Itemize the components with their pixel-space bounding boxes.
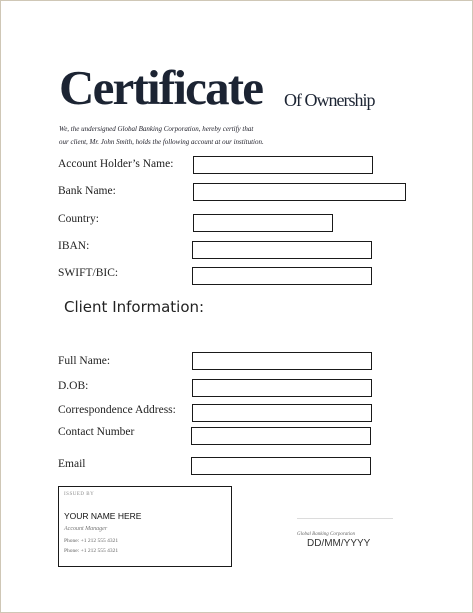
full-name-label: Full Name: [58, 355, 111, 367]
certificate-title: Certificate [59, 60, 263, 115]
bank-name-label: Bank Name: [58, 185, 116, 197]
intro-line-2: our client, Mr. John Smith, holds the following account at our institution. [59, 137, 264, 146]
issuer-role: Account Manager [64, 526, 108, 532]
client-info-heading: Client Information: [64, 298, 205, 316]
full-name-field[interactable] [192, 352, 372, 370]
intro-line-1: We, the undersigned Global Banking Corporation, hereby certify that [59, 125, 254, 133]
issuer-phone-1: Phone: +1 212 555 4321 [64, 538, 119, 544]
issuer-phone-2: Phone: +1 212 555 4321 [64, 548, 119, 554]
dob-label: D.OB: [58, 380, 89, 392]
email-label: Email [58, 458, 86, 470]
address-field[interactable] [192, 404, 372, 422]
intro-text [59, 123, 264, 148]
swift-label: SWIFT/BIC: [58, 267, 119, 279]
signature-org: Global Banking Corporation [297, 532, 356, 537]
bank-name-field[interactable] [193, 183, 406, 201]
country-field[interactable] [193, 214, 333, 232]
iban-field[interactable] [192, 241, 372, 259]
account-holder-field[interactable] [193, 156, 373, 174]
dob-field[interactable] [192, 379, 372, 397]
country-label: Country: [58, 213, 99, 225]
signature-date: DD/MM/YYYY [307, 539, 371, 547]
issued-by-label: ISSUED BY [64, 492, 95, 497]
issuer-name: YOUR NAME HERE [64, 511, 142, 521]
contact-number-field[interactable] [191, 427, 371, 445]
contact-number-label: Contact Number [58, 426, 135, 438]
address-label: Correspondence Address: [58, 404, 176, 416]
issuer-card [58, 486, 232, 567]
email-field[interactable] [191, 457, 371, 475]
certificate-subtitle: Of Ownership [284, 90, 375, 110]
account-holder-label: Account Holder’s Name: [58, 158, 174, 170]
signature-line [297, 518, 393, 519]
swift-field[interactable] [192, 267, 372, 285]
iban-label: IBAN: [58, 240, 90, 252]
